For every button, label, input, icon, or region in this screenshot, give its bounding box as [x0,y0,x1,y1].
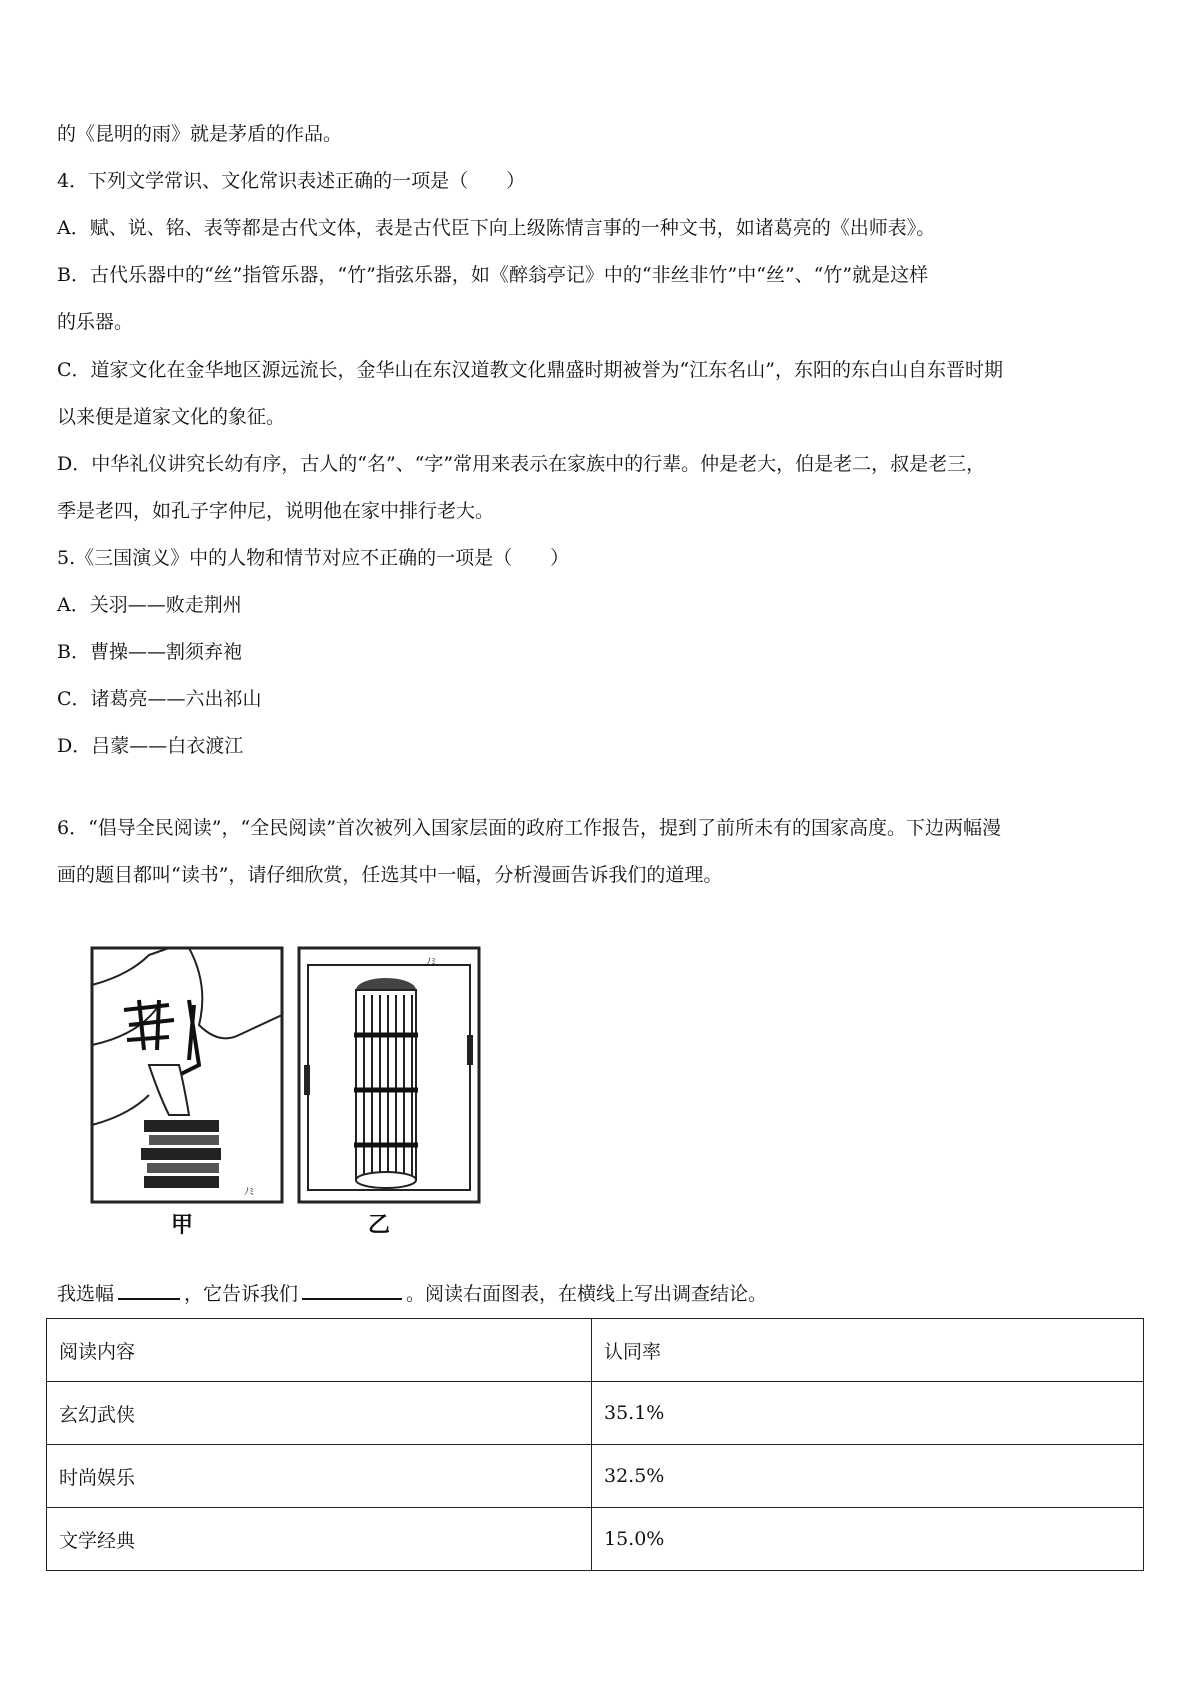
question-6-stem-cont: 画的题目都叫“读书”，请仔细欣赏，任选其中一幅，分析漫画告诉我们的道理。 [57,864,723,886]
conclusion-blank[interactable] [302,1280,402,1300]
question-4-stem: 4．下列文学常识、文化常识表述正确的一项是（ ） [57,170,526,192]
cell-rate: 35.1% [592,1382,1144,1445]
cell-content: 时尚娱乐 [47,1445,592,1508]
question-5-option-d: D．吕蒙——白衣渡江 [57,735,244,757]
cell-rate: 15.0% [592,1508,1144,1571]
table-row [47,1382,1144,1445]
question-4-option-b: B．古代乐器中的“丝”指管乐器，“竹”指弦乐器，如《醉翁亭记》中的“非丝非竹”中“丝”、“竹”就是这样 [57,264,929,286]
question-5-option-b: B．曹操——割须弃袍 [57,641,242,663]
cell-content: 文学经典 [47,1508,592,1571]
survey-table [46,1318,1144,1571]
question-4-option-b-cont: 的乐器。 [57,311,134,333]
question-5-option-a: A．关羽——败走荆州 [57,594,242,616]
question-4-option-d: D．中华礼仪讲究长幼有序，古人的“名”、“字”常用来表示在家族中的行辈。仲是老大，伯是老二，叔是老三， [57,453,986,475]
cell-rate: 32.5% [592,1445,1144,1508]
answer-prefix: 我选幅 [57,1283,115,1305]
table-row [47,1508,1144,1571]
table-header-row [47,1319,1144,1382]
header-approval-rate: 认同率 [592,1319,1144,1382]
question-6-stem: 6．“倡导全民阅读”，“全民阅读”首次被列入国家层面的政府工作报告，提到了前所未有的国家高度。下边两幅漫 [57,817,1001,839]
text-line: 的《昆明的雨》就是茅盾的作品。 [57,123,343,145]
cartoon-jia-image [89,945,285,1205]
header-reading-content: 阅读内容 [47,1319,592,1382]
svg-text:ﾉﾐ: ﾉﾐ [426,957,436,968]
question-5-stem: 5.《三国演义》中的人物和情节对应不正确的一项是（ ） [57,547,570,569]
table-row [47,1445,1144,1508]
cell-content: 玄幻武侠 [47,1382,592,1445]
answer-line [57,1280,767,1307]
question-4-option-d-cont: 季是老四，如孔子字仲尼，说明他在家中排行老大。 [57,500,495,522]
question-4-option-c: C．道家文化在金华地区源远流长，金华山在东汉道教文化鼎盛时期被誉为“江东名山”，东阳的东白山自东晋时期 [57,359,1003,381]
choice-blank[interactable] [118,1280,180,1300]
question-4-option-a: A．赋、说、铭、表等都是古代文体，表是古代臣下向上级陈情言事的一种文书，如诸葛亮的《出师表》。 [57,217,936,239]
question-5-option-c: C．诸葛亮——六出祁山 [57,688,262,710]
answer-suffix: 。阅读右面图表，在横线上写出调查结论。 [406,1283,768,1305]
answer-middle: ，它告诉我们 [184,1283,299,1305]
question-4-option-c-cont: 以来便是道家文化的象征。 [57,406,286,428]
cartoon-jia-caption: 甲 [171,1213,194,1238]
cartoon-yi-image [296,945,482,1205]
cartoon-yi-caption: 乙 [368,1213,391,1238]
svg-text:ﾉﾐ: ﾉﾐ [244,1187,254,1198]
